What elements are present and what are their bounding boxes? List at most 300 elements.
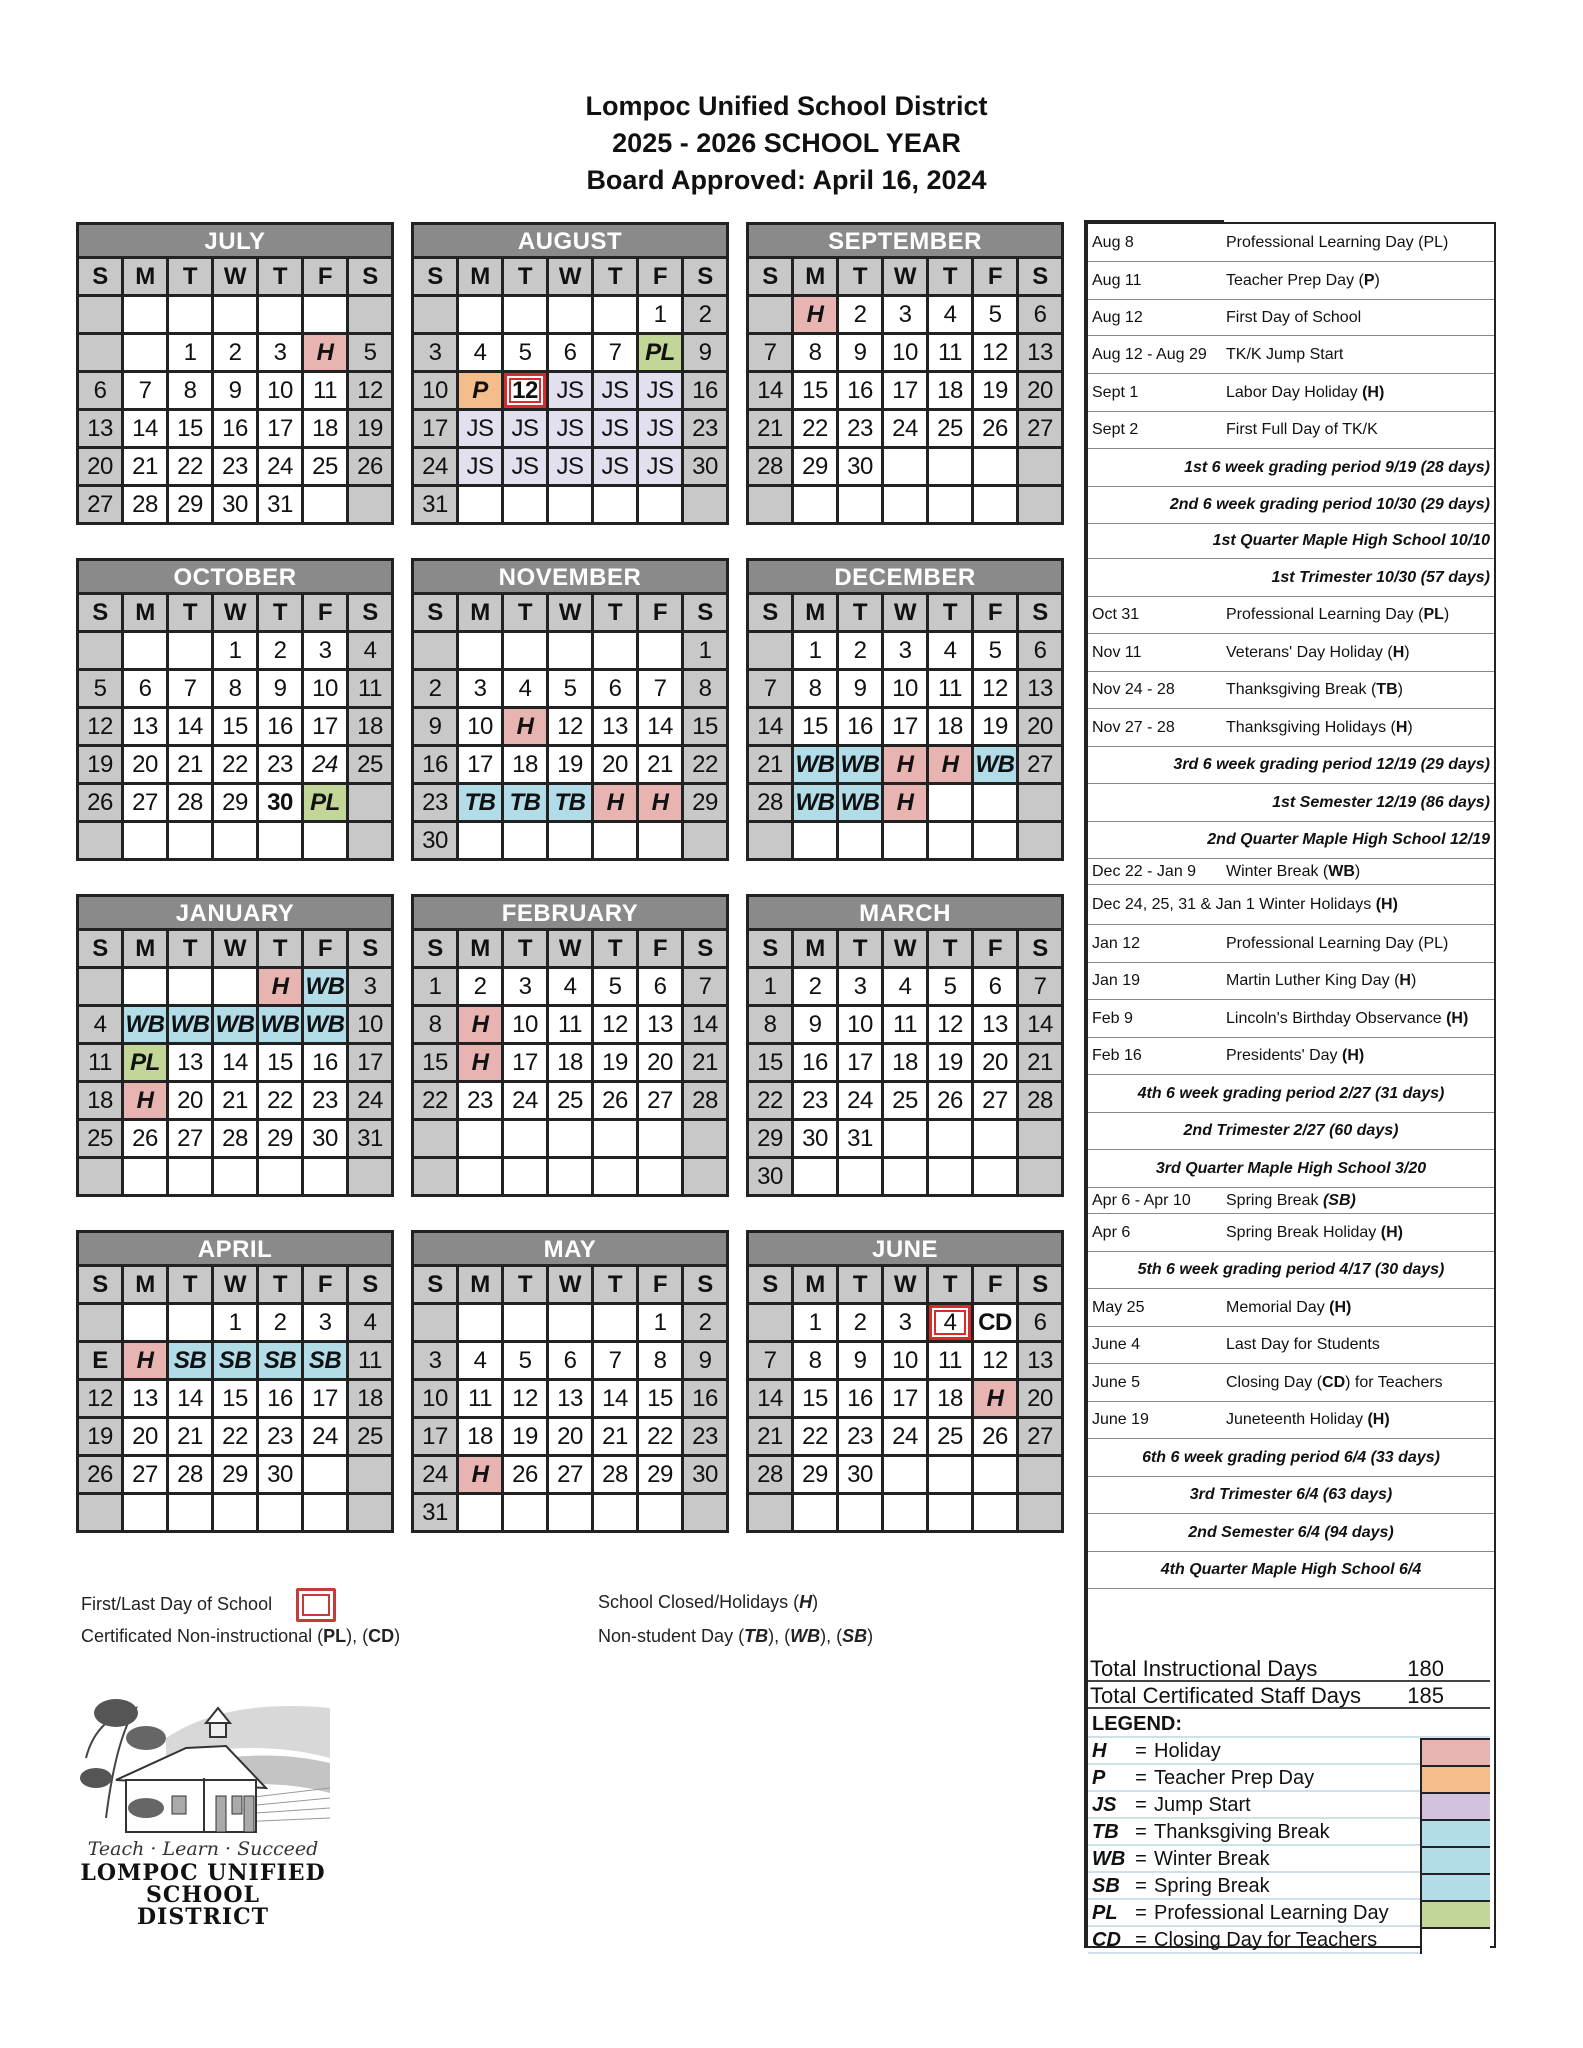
weekday-header: S bbox=[749, 595, 791, 630]
event-date: Feb 16 bbox=[1092, 1047, 1142, 1064]
day-cell: 28 bbox=[684, 1083, 726, 1118]
weekday-header: W bbox=[214, 259, 256, 294]
day-cell: H bbox=[929, 747, 971, 782]
day-cell bbox=[349, 1457, 391, 1492]
day-cell bbox=[974, 1495, 1016, 1530]
day-cell: H bbox=[639, 785, 681, 820]
day-cell: 2 bbox=[414, 671, 456, 706]
event-row bbox=[1088, 374, 1494, 412]
day-cell: 3 bbox=[504, 969, 546, 1004]
event-date: Sept 2 bbox=[1092, 421, 1139, 438]
grading-period: 3rd 6 week grading period 12/19 (29 days) bbox=[1173, 756, 1490, 773]
day-cell: 8 bbox=[414, 1007, 456, 1042]
day-cell: 16 bbox=[304, 1045, 346, 1080]
day-cell: 5 bbox=[504, 1343, 546, 1378]
day-cell: 2 bbox=[259, 633, 301, 668]
day-cell: 5 bbox=[549, 671, 591, 706]
day-cell: 12 bbox=[974, 1343, 1016, 1378]
weekday-header: M bbox=[794, 1267, 836, 1302]
day-cell: 11 bbox=[304, 373, 346, 408]
day-cell bbox=[1019, 785, 1061, 820]
legend-swatch bbox=[1420, 1846, 1490, 1873]
day-cell bbox=[124, 823, 166, 858]
district-logo bbox=[76, 1678, 330, 1930]
day-cell bbox=[929, 449, 971, 484]
day-cell bbox=[349, 785, 391, 820]
weekday-header: T bbox=[839, 1267, 881, 1302]
weekday-header: S bbox=[684, 931, 726, 966]
day-cell: 10 bbox=[349, 1007, 391, 1042]
day-cell: 2 bbox=[684, 1305, 726, 1340]
day-cell: 24 bbox=[304, 1419, 346, 1454]
day-cell bbox=[1019, 1121, 1061, 1156]
day-cell bbox=[929, 1495, 971, 1530]
day-cell bbox=[1019, 1495, 1061, 1530]
weekday-header: T bbox=[504, 259, 546, 294]
day-cell: 24 bbox=[839, 1083, 881, 1118]
day-cell: 11 bbox=[929, 1343, 971, 1378]
event-date: Sept 1 bbox=[1092, 383, 1139, 401]
day-cell bbox=[684, 823, 726, 858]
day-cell bbox=[124, 969, 166, 1004]
day-cell: 23 bbox=[684, 411, 726, 446]
day-cell bbox=[929, 1121, 971, 1156]
day-cell bbox=[749, 297, 791, 332]
event-date: Aug 11 bbox=[1092, 271, 1142, 289]
day-cell: 15 bbox=[259, 1045, 301, 1080]
day-cell: 28 bbox=[749, 785, 791, 820]
day-cell: 18 bbox=[459, 1419, 501, 1454]
event-date: June 19 bbox=[1092, 1411, 1149, 1428]
day-cell: WB bbox=[839, 747, 881, 782]
day-cell bbox=[974, 1457, 1016, 1492]
month-january bbox=[76, 894, 394, 1197]
day-cell: 9 bbox=[684, 335, 726, 370]
total-value: 180 bbox=[1407, 1656, 1444, 1681]
day-cell: 17 bbox=[884, 709, 926, 744]
day-cell: 6 bbox=[79, 373, 121, 408]
weekday-header: T bbox=[259, 1267, 301, 1302]
day-cell: 10 bbox=[884, 671, 926, 706]
day-cell bbox=[459, 1121, 501, 1156]
event-description: Martin Luther King Day (H) bbox=[1226, 972, 1417, 989]
day-cell: 15 bbox=[214, 1381, 256, 1416]
day-cell bbox=[459, 1495, 501, 1530]
day-cell: 17 bbox=[304, 1381, 346, 1416]
weekday-header: W bbox=[214, 595, 256, 630]
weekday-header: S bbox=[684, 259, 726, 294]
day-cell: 24 bbox=[884, 411, 926, 446]
day-cell bbox=[304, 297, 346, 332]
day-cell bbox=[684, 1121, 726, 1156]
day-cell: 14 bbox=[749, 1381, 791, 1416]
day-cell: 1 bbox=[639, 1305, 681, 1340]
day-cell: 10 bbox=[259, 373, 301, 408]
weekday-header: T bbox=[594, 1267, 636, 1302]
event-description: First Full Day of TK/K bbox=[1226, 421, 1378, 438]
event-date: Apr 6 bbox=[1092, 1223, 1131, 1241]
legend-item-tb: TB = Thanksgiving Break bbox=[1088, 1819, 1490, 1846]
day-cell: 7 bbox=[594, 335, 636, 370]
day-cell: 8 bbox=[794, 335, 836, 370]
day-cell bbox=[884, 1457, 926, 1492]
day-cell: 24 bbox=[259, 449, 301, 484]
day-cell: 15 bbox=[639, 1381, 681, 1416]
day-cell: 30 bbox=[414, 823, 456, 858]
day-cell bbox=[794, 487, 836, 522]
day-cell: 15 bbox=[794, 1381, 836, 1416]
day-cell bbox=[414, 1159, 456, 1194]
event-date: Jan 19 bbox=[1092, 972, 1141, 989]
event-description: TK/K Jump Start bbox=[1226, 345, 1344, 363]
weekday-header: S bbox=[79, 259, 121, 294]
weekday-header: S bbox=[79, 595, 121, 630]
day-cell: 21 bbox=[124, 449, 166, 484]
day-cell bbox=[349, 487, 391, 522]
day-cell: 23 bbox=[459, 1083, 501, 1118]
day-cell bbox=[349, 1159, 391, 1194]
day-cell: 2 bbox=[839, 1305, 881, 1340]
day-cell: 3 bbox=[259, 335, 301, 370]
day-cell bbox=[684, 1495, 726, 1530]
day-cell: 15 bbox=[794, 373, 836, 408]
event-description: Presidents' Day (H) bbox=[1226, 1047, 1365, 1064]
day-cell: 23 bbox=[839, 1419, 881, 1454]
day-cell bbox=[594, 297, 636, 332]
day-cell bbox=[1019, 1159, 1061, 1194]
day-cell: 7 bbox=[639, 671, 681, 706]
day-cell: 14 bbox=[1019, 1007, 1061, 1042]
day-cell: WB bbox=[794, 747, 836, 782]
day-cell: 17 bbox=[884, 373, 926, 408]
day-cell: 22 bbox=[214, 747, 256, 782]
day-cell: 15 bbox=[684, 709, 726, 744]
event-description: Teacher Prep Day (P) bbox=[1226, 271, 1380, 289]
day-cell bbox=[794, 823, 836, 858]
event-row bbox=[1088, 1038, 1494, 1075]
day-cell: 21 bbox=[1019, 1045, 1061, 1080]
month-july bbox=[76, 222, 394, 525]
day-cell bbox=[929, 487, 971, 522]
day-cell: 5 bbox=[974, 297, 1016, 332]
event-row bbox=[1088, 300, 1494, 336]
day-cell: 10 bbox=[414, 1381, 456, 1416]
district-title: Lompoc Unified School District bbox=[585, 91, 988, 121]
weekday-header: S bbox=[79, 1267, 121, 1302]
event-row bbox=[1088, 1477, 1494, 1514]
day-cell: 8 bbox=[169, 373, 211, 408]
day-cell: 25 bbox=[349, 747, 391, 782]
weekday-header: F bbox=[639, 595, 681, 630]
day-cell: 20 bbox=[974, 1045, 1016, 1080]
day-cell: 11 bbox=[929, 671, 971, 706]
day-cell: 24 bbox=[349, 1083, 391, 1118]
weekday-header: W bbox=[214, 931, 256, 966]
day-cell: 23 bbox=[259, 747, 301, 782]
day-cell: 18 bbox=[549, 1045, 591, 1080]
grading-period: 6th 6 week grading period 6/4 (33 days) bbox=[1142, 1448, 1440, 1466]
day-cell: 3 bbox=[349, 969, 391, 1004]
day-cell: H bbox=[459, 1007, 501, 1042]
day-cell: 12 bbox=[504, 1381, 546, 1416]
day-cell: 25 bbox=[79, 1121, 121, 1156]
note-first-last-day: First/Last Day of School bbox=[81, 1588, 336, 1622]
day-cell: 24 bbox=[884, 1419, 926, 1454]
day-cell bbox=[214, 823, 256, 858]
day-cell bbox=[749, 633, 791, 668]
event-date: Dec 22 - Jan 9 bbox=[1092, 862, 1197, 880]
day-cell: 8 bbox=[639, 1343, 681, 1378]
event-description: Labor Day Holiday (H) bbox=[1226, 383, 1385, 401]
day-cell: 13 bbox=[639, 1007, 681, 1042]
day-cell: 14 bbox=[749, 709, 791, 744]
day-cell: 20 bbox=[1019, 373, 1061, 408]
grading-period: 2nd 6 week grading period 10/30 (29 days) bbox=[1169, 496, 1490, 513]
day-cell bbox=[749, 823, 791, 858]
weekday-header: T bbox=[169, 595, 211, 630]
day-cell: JS bbox=[549, 411, 591, 446]
weekday-header: W bbox=[549, 931, 591, 966]
day-cell: 20 bbox=[169, 1083, 211, 1118]
weekday-header: S bbox=[414, 259, 456, 294]
day-cell bbox=[79, 1159, 121, 1194]
day-cell: 22 bbox=[749, 1083, 791, 1118]
day-cell bbox=[214, 969, 256, 1004]
day-cell: 24 bbox=[414, 1457, 456, 1492]
weekday-header: F bbox=[304, 595, 346, 630]
day-cell: 3 bbox=[884, 1305, 926, 1340]
day-cell: 17 bbox=[504, 1045, 546, 1080]
event-row bbox=[1088, 634, 1494, 672]
day-cell bbox=[549, 297, 591, 332]
event-row bbox=[1088, 1514, 1494, 1552]
day-cell: 20 bbox=[124, 747, 166, 782]
day-cell bbox=[1019, 823, 1061, 858]
weekday-header: S bbox=[1019, 931, 1061, 966]
day-cell: 21 bbox=[749, 411, 791, 446]
day-cell bbox=[459, 1159, 501, 1194]
day-cell bbox=[124, 633, 166, 668]
weekday-header: S bbox=[749, 931, 791, 966]
day-cell bbox=[349, 297, 391, 332]
day-cell: 12 bbox=[549, 709, 591, 744]
board-approved-date: Board Approved: April 16, 2024 bbox=[586, 165, 987, 195]
day-cell bbox=[929, 785, 971, 820]
day-cell: 16 bbox=[839, 373, 881, 408]
day-cell: 8 bbox=[684, 671, 726, 706]
day-cell bbox=[839, 1159, 881, 1194]
weekday-header: M bbox=[124, 1267, 166, 1302]
day-cell bbox=[639, 1495, 681, 1530]
day-cell: WB bbox=[839, 785, 881, 820]
day-cell: 30 bbox=[304, 1121, 346, 1156]
weekday-header: T bbox=[929, 931, 971, 966]
day-cell: 20 bbox=[124, 1419, 166, 1454]
day-cell: P bbox=[459, 373, 501, 408]
day-cell: 27 bbox=[124, 1457, 166, 1492]
day-cell: 20 bbox=[1019, 709, 1061, 744]
day-cell: H bbox=[124, 1083, 166, 1118]
day-cell: 25 bbox=[349, 1419, 391, 1454]
day-cell: H bbox=[124, 1343, 166, 1378]
day-cell: 9 bbox=[414, 709, 456, 744]
event-date: Feb 9 bbox=[1092, 1009, 1133, 1027]
day-cell: JS bbox=[549, 373, 591, 408]
day-cell bbox=[124, 297, 166, 332]
day-cell: 9 bbox=[839, 1343, 881, 1378]
day-cell: 27 bbox=[1019, 747, 1061, 782]
event-row bbox=[1088, 412, 1494, 449]
day-cell bbox=[549, 823, 591, 858]
day-cell: JS bbox=[639, 373, 681, 408]
grading-period: 4th Quarter Maple High School 6/4 bbox=[1160, 1561, 1422, 1578]
legend-swatch bbox=[1420, 1900, 1490, 1927]
day-cell: 21 bbox=[169, 1419, 211, 1454]
event-row bbox=[1088, 747, 1494, 784]
day-cell: 6 bbox=[124, 671, 166, 706]
day-cell: 7 bbox=[594, 1343, 636, 1378]
day-cell: 4 bbox=[459, 1343, 501, 1378]
event-date: June 5 bbox=[1092, 1373, 1141, 1391]
weekday-header: T bbox=[169, 1267, 211, 1302]
day-cell: 13 bbox=[169, 1045, 211, 1080]
day-cell: WB bbox=[124, 1007, 166, 1042]
day-cell bbox=[639, 1121, 681, 1156]
day-cell: 16 bbox=[259, 1381, 301, 1416]
day-cell: 23 bbox=[214, 449, 256, 484]
event-row bbox=[1088, 784, 1494, 822]
day-cell: 30 bbox=[839, 449, 881, 484]
weekday-header: M bbox=[794, 259, 836, 294]
day-cell: H bbox=[504, 709, 546, 744]
day-cell bbox=[79, 335, 121, 370]
day-cell: 29 bbox=[214, 785, 256, 820]
day-cell: 7 bbox=[169, 671, 211, 706]
day-cell: 4 bbox=[349, 1305, 391, 1340]
day-cell: WB bbox=[169, 1007, 211, 1042]
day-cell bbox=[749, 487, 791, 522]
weekday-header: T bbox=[259, 259, 301, 294]
event-date: Aug 12 - Aug 29 bbox=[1092, 345, 1207, 363]
day-cell: 17 bbox=[349, 1045, 391, 1080]
day-cell: 2 bbox=[259, 1305, 301, 1340]
note-certificated: Certificated Non-instructional (PL), (CD) bbox=[81, 1626, 401, 1646]
day-cell: 8 bbox=[749, 1007, 791, 1042]
day-cell: 23 bbox=[794, 1083, 836, 1118]
day-cell bbox=[549, 633, 591, 668]
month-november bbox=[411, 558, 729, 861]
day-cell: 1 bbox=[639, 297, 681, 332]
month-december bbox=[746, 558, 1064, 861]
day-cell: 11 bbox=[884, 1007, 926, 1042]
day-cell: 27 bbox=[79, 487, 121, 522]
day-cell: 27 bbox=[1019, 411, 1061, 446]
day-cell: 6 bbox=[1019, 297, 1061, 332]
day-cell bbox=[684, 1159, 726, 1194]
day-cell bbox=[794, 1495, 836, 1530]
weekday-header: T bbox=[504, 1267, 546, 1302]
day-cell: 7 bbox=[749, 335, 791, 370]
day-cell: 28 bbox=[1019, 1083, 1061, 1118]
day-cell bbox=[124, 1305, 166, 1340]
day-cell: 31 bbox=[839, 1121, 881, 1156]
day-cell: 2 bbox=[214, 335, 256, 370]
day-cell: 22 bbox=[794, 1419, 836, 1454]
day-cell: SB bbox=[214, 1343, 256, 1378]
day-cell bbox=[459, 823, 501, 858]
day-cell: 18 bbox=[349, 1381, 391, 1416]
event-row bbox=[1088, 224, 1494, 262]
event-row bbox=[1088, 336, 1494, 374]
day-cell bbox=[214, 1495, 256, 1530]
day-cell: 14 bbox=[214, 1045, 256, 1080]
day-cell: 2 bbox=[794, 969, 836, 1004]
day-cell: 6 bbox=[974, 969, 1016, 1004]
day-cell: 18 bbox=[504, 747, 546, 782]
day-cell: 13 bbox=[1019, 671, 1061, 706]
weekday-header: F bbox=[974, 259, 1016, 294]
day-cell: 17 bbox=[884, 1381, 926, 1416]
day-cell: 26 bbox=[504, 1457, 546, 1492]
day-cell: 20 bbox=[549, 1419, 591, 1454]
day-cell bbox=[749, 1495, 791, 1530]
month-february bbox=[411, 894, 729, 1197]
day-cell bbox=[124, 1495, 166, 1530]
grading-period: 3rd Trimester 6/4 (63 days) bbox=[1189, 1486, 1393, 1503]
day-cell: 1 bbox=[684, 633, 726, 668]
day-cell bbox=[79, 969, 121, 1004]
page-header bbox=[0, 88, 1583, 199]
day-cell: 13 bbox=[1019, 335, 1061, 370]
day-cell: 1 bbox=[794, 1305, 836, 1340]
day-cell: 21 bbox=[639, 747, 681, 782]
event-row bbox=[1088, 1402, 1494, 1439]
event-row bbox=[1088, 597, 1494, 634]
event-row bbox=[1088, 709, 1494, 747]
day-cell: 16 bbox=[259, 709, 301, 744]
day-cell: 3 bbox=[459, 671, 501, 706]
day-cell bbox=[414, 633, 456, 668]
day-cell: 16 bbox=[794, 1045, 836, 1080]
day-cell: 1 bbox=[749, 969, 791, 1004]
weekday-header: F bbox=[639, 931, 681, 966]
day-cell bbox=[504, 1159, 546, 1194]
day-cell: TB bbox=[459, 785, 501, 820]
day-cell bbox=[884, 823, 926, 858]
day-cell: 5 bbox=[349, 335, 391, 370]
day-cell: 6 bbox=[594, 671, 636, 706]
day-cell bbox=[594, 633, 636, 668]
day-cell: 10 bbox=[504, 1007, 546, 1042]
event-row bbox=[1088, 262, 1494, 300]
month-april bbox=[76, 1230, 394, 1533]
day-cell bbox=[639, 633, 681, 668]
day-cell: 18 bbox=[884, 1045, 926, 1080]
month-title: JUNE bbox=[749, 1233, 1061, 1267]
day-cell: 5 bbox=[929, 969, 971, 1004]
weekday-header: S bbox=[749, 1267, 791, 1302]
day-cell bbox=[594, 1305, 636, 1340]
day-cell bbox=[884, 1495, 926, 1530]
day-cell: 16 bbox=[839, 1381, 881, 1416]
day-cell: 27 bbox=[1019, 1419, 1061, 1454]
day-cell: JS bbox=[459, 449, 501, 484]
day-cell: 6 bbox=[549, 1343, 591, 1378]
grading-period: 2nd Quarter Maple High School 12/19 bbox=[1207, 831, 1490, 848]
day-cell: 4 bbox=[549, 969, 591, 1004]
day-cell: 26 bbox=[594, 1083, 636, 1118]
day-cell bbox=[259, 297, 301, 332]
